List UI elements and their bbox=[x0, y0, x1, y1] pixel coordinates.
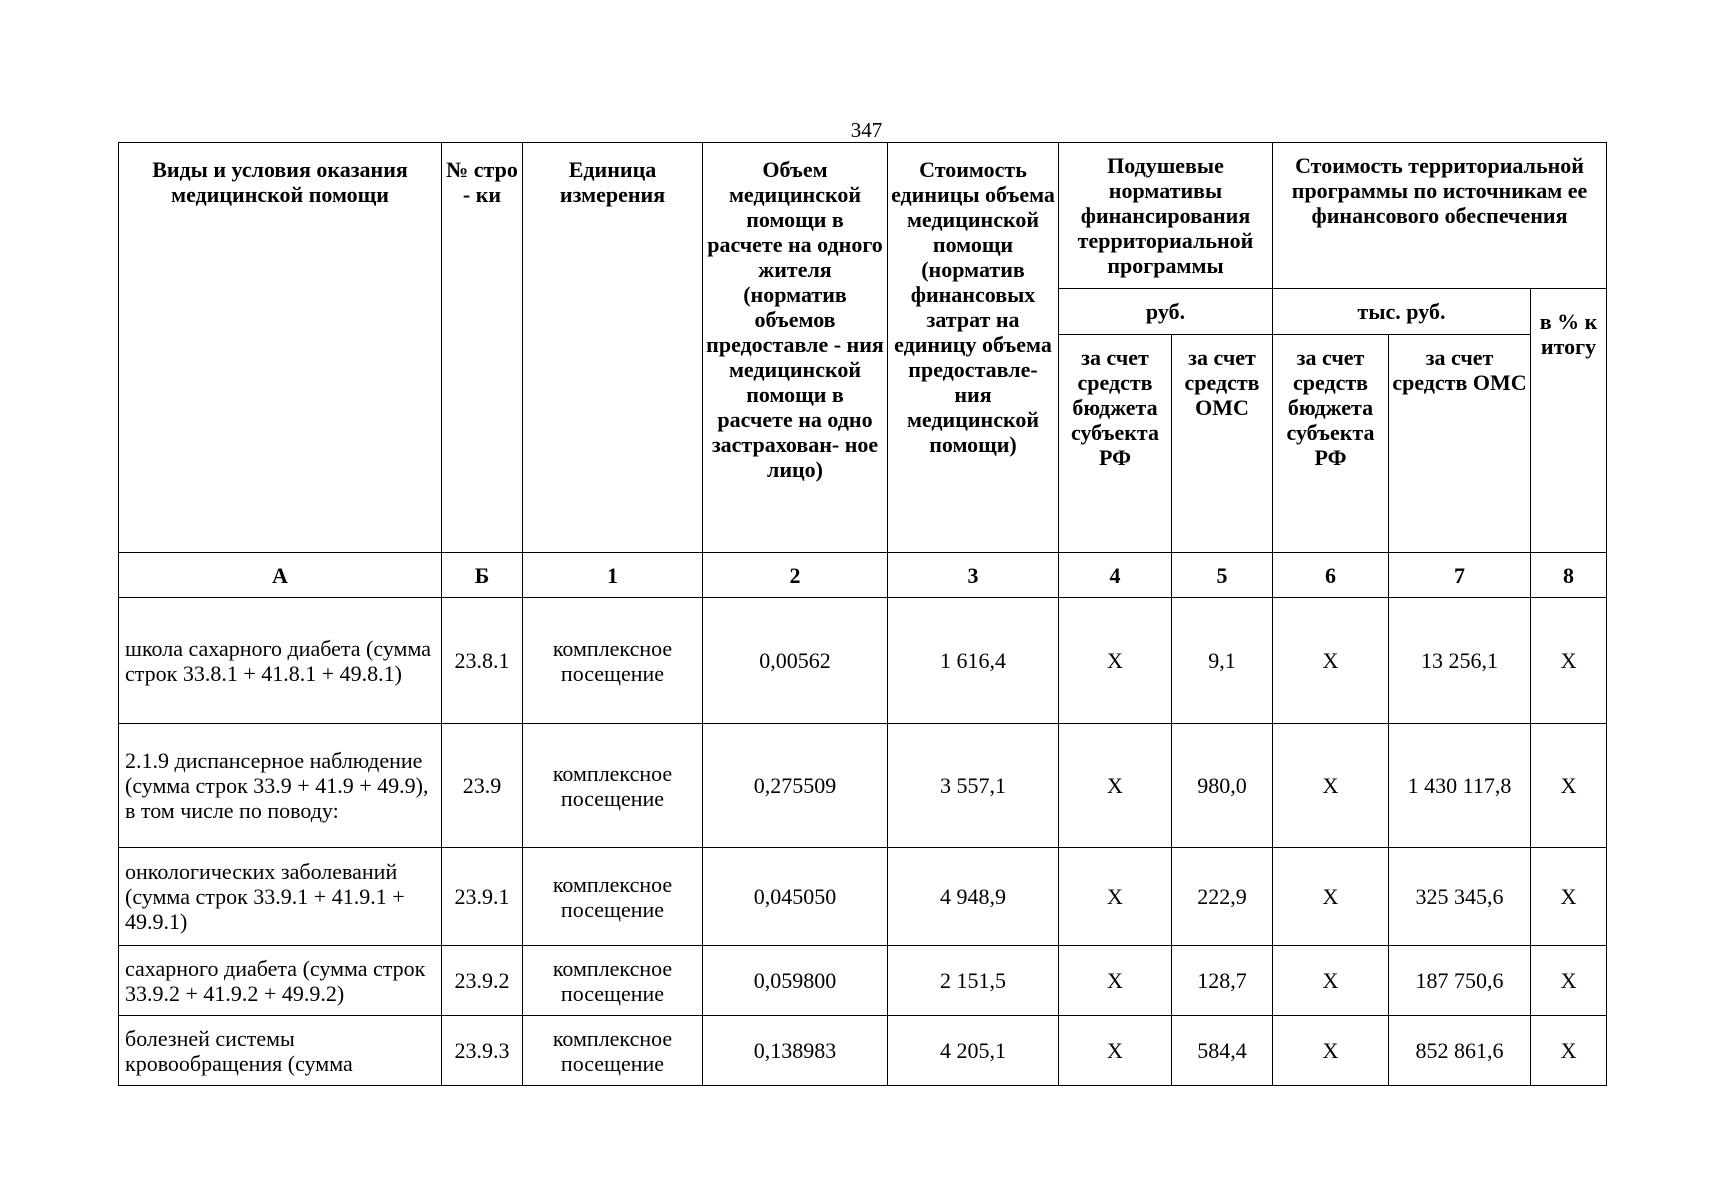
column-index-cell: 3 bbox=[888, 553, 1059, 598]
row-volume: 0,275509 bbox=[703, 724, 888, 848]
row-unit: комплексное посещение bbox=[523, 848, 703, 946]
row-cost-budget: Х bbox=[1273, 946, 1389, 1016]
row-per-capita-budget: Х bbox=[1059, 946, 1172, 1016]
row-line-number: 23.9.2 bbox=[442, 946, 523, 1016]
column-index-cell: 6 bbox=[1273, 553, 1389, 598]
header-per-capita-oms: за счет средств ОМС bbox=[1172, 335, 1273, 553]
row-unit: комплексное посещение bbox=[523, 724, 703, 848]
row-cost-budget: Х bbox=[1273, 1016, 1389, 1086]
row-percent: Х bbox=[1531, 848, 1607, 946]
header-program-cost: Стоимость территориальной программы по источникам ее финансового обеспечения bbox=[1273, 143, 1607, 289]
row-percent: Х bbox=[1531, 1016, 1607, 1086]
header-unit-rub: руб. bbox=[1059, 289, 1273, 335]
row-per-capita-oms: 584,4 bbox=[1172, 1016, 1273, 1086]
row-line-number: 23.9.3 bbox=[442, 1016, 523, 1086]
header-volume-per-resident: Объем медицинской помощи в расчете на одного жителя (норматив объемов предоставле - ния медицинской помощи в расчете на одно застрахован- ное лицо) bbox=[703, 143, 888, 553]
header-cost-budget: за счет средств бюджета субъекта РФ bbox=[1273, 335, 1389, 553]
header-unit-of-measure: Единица измерения bbox=[523, 143, 703, 553]
row-name: 2.1.9 диспансерное наблюдение (сумма строк 33.9 + 41.9 + 49.9), в том числе по поводу: bbox=[119, 724, 442, 848]
row-cost-oms: 13 256,1 bbox=[1389, 598, 1531, 724]
row-per-capita-budget: Х bbox=[1059, 724, 1172, 848]
financing-table bbox=[118, 142, 1607, 1086]
row-cost-oms: 187 750,6 bbox=[1389, 946, 1531, 1016]
header-unit-thousand-rub: тыс. руб. bbox=[1273, 289, 1531, 335]
row-cost-oms: 1 430 117,8 bbox=[1389, 724, 1531, 848]
row-name: болезней системы кровообращения (сумма bbox=[119, 1016, 442, 1086]
row-volume: 0,00562 bbox=[703, 598, 888, 724]
row-cost-budget: Х bbox=[1273, 724, 1389, 848]
page-number: 347 bbox=[850, 118, 883, 142]
row-unit-cost: 2 151,5 bbox=[888, 946, 1059, 1016]
row-name: онкологических заболеваний (сумма строк 33.9.1 + 41.9.1 + 49.9.1) bbox=[119, 848, 442, 946]
row-volume: 0,138983 bbox=[703, 1016, 888, 1086]
table-row bbox=[119, 724, 1607, 848]
header-types-conditions: Виды и условия оказания медицинской помощи bbox=[119, 143, 442, 553]
column-index-cell: 4 bbox=[1059, 553, 1172, 598]
row-line-number: 23.8.1 bbox=[442, 598, 523, 724]
row-per-capita-oms: 222,9 bbox=[1172, 848, 1273, 946]
column-index-cell: 2 bbox=[703, 553, 888, 598]
table-row bbox=[119, 598, 1607, 724]
column-index-cell: 8 bbox=[1531, 553, 1607, 598]
column-index-cell: А bbox=[119, 553, 442, 598]
table-header bbox=[119, 143, 1607, 598]
row-unit: комплексное посещение bbox=[523, 946, 703, 1016]
row-cost-budget: Х bbox=[1273, 848, 1389, 946]
column-index-row bbox=[119, 553, 1607, 598]
column-index-cell: 1 bbox=[523, 553, 703, 598]
row-percent: Х bbox=[1531, 598, 1607, 724]
row-per-capita-oms: 980,0 bbox=[1172, 724, 1273, 848]
header-per-capita-budget: за счет средств бюджета субъекта РФ bbox=[1059, 335, 1172, 553]
row-unit-cost: 3 557,1 bbox=[888, 724, 1059, 848]
table-row bbox=[119, 848, 1607, 946]
table-row bbox=[119, 946, 1607, 1016]
row-name: сахарного диабета (сумма строк 33.9.2 + 41.9.2 + 49.9.2) bbox=[119, 946, 442, 1016]
row-cost-oms: 852 861,6 bbox=[1389, 1016, 1531, 1086]
row-volume: 0,059800 bbox=[703, 946, 888, 1016]
row-unit-cost: 4 205,1 bbox=[888, 1016, 1059, 1086]
row-unit: комплексное посещение bbox=[523, 598, 703, 724]
row-percent: Х bbox=[1531, 724, 1607, 848]
row-unit-cost: 1 616,4 bbox=[888, 598, 1059, 724]
header-percent-of-total: в % к итогу bbox=[1531, 289, 1607, 553]
table-row bbox=[119, 1016, 1607, 1086]
column-index-cell: 5 bbox=[1172, 553, 1273, 598]
column-index-cell: Б bbox=[442, 553, 523, 598]
header-cost-oms: за счет средств ОМС bbox=[1389, 335, 1531, 553]
row-cost-oms: 325 345,6 bbox=[1389, 848, 1531, 946]
row-unit-cost: 4 948,9 bbox=[888, 848, 1059, 946]
table-body bbox=[119, 598, 1607, 1086]
row-per-capita-budget: Х bbox=[1059, 598, 1172, 724]
header-unit-cost: Стоимость единицы объема медицинской помощи (норматив финансовых затрат на единицу объема предоставле- ния медицинской помощи) bbox=[888, 143, 1059, 553]
header-per-capita-norms: Подушевые нормативы финансирования территориальной программы bbox=[1059, 143, 1273, 289]
row-unit: комплексное посещение bbox=[523, 1016, 703, 1086]
row-per-capita-oms: 128,7 bbox=[1172, 946, 1273, 1016]
column-index-cell: 7 bbox=[1389, 553, 1531, 598]
header-line-number: № стро - ки bbox=[442, 143, 523, 553]
row-volume: 0,045050 bbox=[703, 848, 888, 946]
row-line-number: 23.9.1 bbox=[442, 848, 523, 946]
row-percent: Х bbox=[1531, 946, 1607, 1016]
row-per-capita-oms: 9,1 bbox=[1172, 598, 1273, 724]
row-per-capita-budget: Х bbox=[1059, 848, 1172, 946]
row-cost-budget: Х bbox=[1273, 598, 1389, 724]
row-name: школа сахарного диабета (сумма строк 33.8.1 + 41.8.1 + 49.8.1) bbox=[119, 598, 442, 724]
row-line-number: 23.9 bbox=[442, 724, 523, 848]
row-per-capita-budget: Х bbox=[1059, 1016, 1172, 1086]
